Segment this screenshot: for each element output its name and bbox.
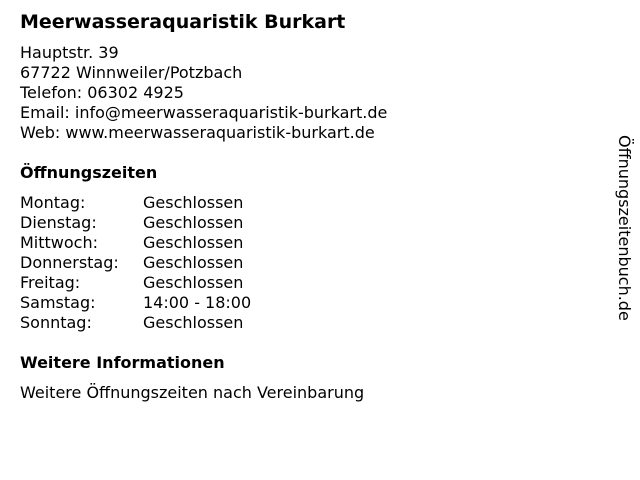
brand-watermark: Öffnungszeitenbuch.de: [615, 135, 634, 321]
hours-row-montag: [20, 193, 600, 213]
contact-block: [20, 43, 600, 143]
opening-hours-table: [20, 193, 600, 333]
hours-time: Geschlossen: [143, 193, 244, 212]
hours-row-freitag: [20, 273, 600, 293]
street-address: Hauptstr. 39: [20, 43, 119, 62]
web-line: Web: www.meerwasseraquaristik-burkart.de: [20, 123, 375, 142]
opening-hours-heading: Öffnungszeiten: [20, 163, 158, 182]
hours-time: Geschlossen: [143, 253, 244, 272]
hours-day: Donnerstag:: [20, 253, 119, 272]
hours-day: Samstag:: [20, 293, 96, 312]
hours-row-sonntag: [20, 313, 600, 333]
hours-time: Geschlossen: [143, 233, 244, 252]
business-name: Meerwasseraquaristik Burkart: [20, 11, 346, 33]
phone-line: Telefon: 06302 4925: [20, 83, 184, 102]
business-card: [20, 10, 600, 403]
hours-day: Dienstag:: [20, 213, 97, 232]
hours-row-donnerstag: [20, 253, 600, 273]
further-info-heading: Weitere Informationen: [20, 353, 225, 372]
hours-day: Mittwoch:: [20, 233, 98, 252]
hours-time: Geschlossen: [143, 213, 244, 232]
hours-time: Geschlossen: [143, 273, 244, 292]
hours-row-mittwoch: [20, 233, 600, 253]
hours-row-dienstag: [20, 213, 600, 233]
hours-time: 14:00 - 18:00: [143, 293, 252, 312]
hours-day: Sonntag:: [20, 313, 92, 332]
hours-time: Geschlossen: [143, 313, 244, 332]
hours-day: Montag:: [20, 193, 86, 212]
hours-day: Freitag:: [20, 273, 81, 292]
hours-row-samstag: [20, 293, 600, 313]
further-info-text: Weitere Öffnungszeiten nach Vereinbarung: [20, 383, 365, 402]
email-line: Email: info@meerwasseraquaristik-burkart.de: [20, 103, 388, 122]
city-address: 67722 Winnweiler/Potzbach: [20, 63, 243, 82]
